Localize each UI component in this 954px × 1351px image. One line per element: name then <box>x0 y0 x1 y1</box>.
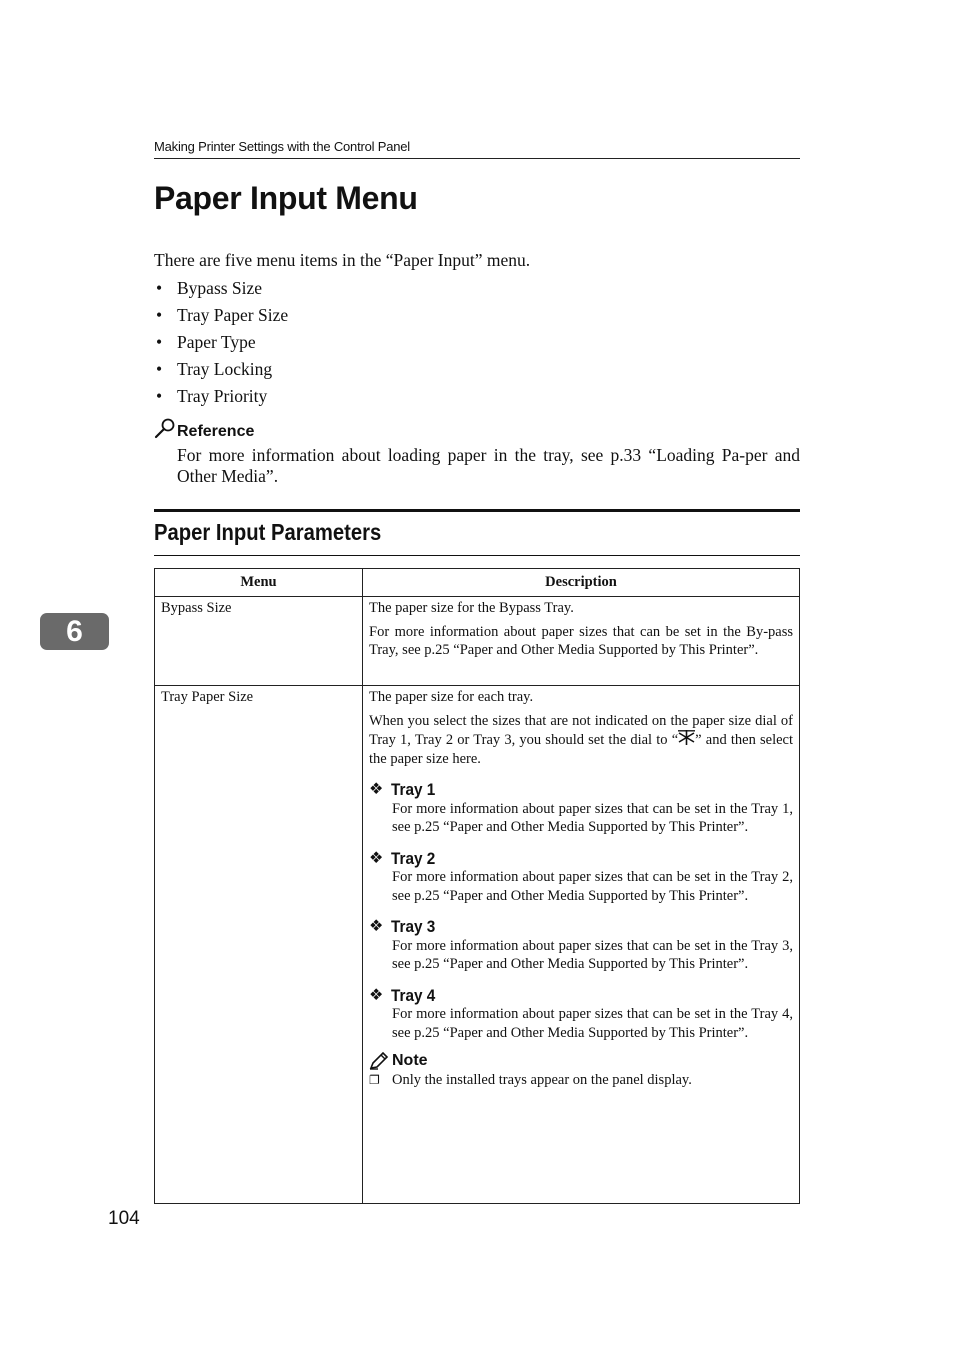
section-rule-bottom <box>154 555 800 556</box>
list-item: • Tray Paper Size <box>156 305 289 325</box>
intro-text: There are five menu items in the “Paper Input” menu. <box>154 250 531 270</box>
parameters-table <box>154 568 800 1204</box>
description-paragraph: For more information about paper sizes that can be set in the By-pass Tray, see p.25 “Paper and Other Media Supported by This Printer”. <box>369 623 793 658</box>
reference-body: For more information about loading paper in the tray, see p.33 “Loading Pa-per and Other Media”. <box>177 445 800 486</box>
note-heading: Note <box>369 1052 793 1071</box>
diamond-bullet-icon: ❖ <box>369 849 384 867</box>
tray-heading: ❖ Tray 3 <box>369 917 436 936</box>
tray-description: For more information about paper sizes that can be set in the Tray 3, see p.25 “Paper and Other Media Supported by This Printer”. <box>392 937 793 972</box>
column-header-menu: Menu <box>155 569 363 597</box>
menu-items-list <box>156 277 288 412</box>
page-title: Paper Input Menu <box>154 180 418 216</box>
description-paragraph: When you select the sizes that are not indicated on the paper size dial of Tray 1, Tray 2 or Tray 3, you should set the dial to “ ” and then select the paper size here. <box>369 712 794 767</box>
diamond-bullet-icon: ❖ <box>369 986 384 1004</box>
section-rule-top <box>154 509 800 512</box>
tray-heading: ❖ Tray 2 <box>369 848 436 868</box>
diamond-bullet-icon: ❖ <box>369 781 384 798</box>
description-cell <box>363 597 800 686</box>
tray-heading: ❖ Tray 4 <box>369 985 436 1005</box>
tray-description: For more information about paper sizes that can be set in the Tray 1, see p.25 “Paper and Other Media Supported by This Printer”. <box>392 800 793 835</box>
table-header-row <box>155 569 800 597</box>
list-item: • Tray Priority <box>156 386 268 406</box>
tray-description: For more information about paper sizes that can be set in the Tray 2, see p.25 “Paper and Other Media Supported by This Printer”. <box>392 869 793 904</box>
tray-description: For more information about paper sizes that can be set in the Tray 4, see p.25 “Paper and Other Media Supported by This Printer”. <box>392 1006 793 1041</box>
asterisk-dial-symbol <box>678 730 695 745</box>
magnifier-icon <box>154 417 176 439</box>
description-paragraph: The paper size for each tray. <box>369 689 534 705</box>
table-row <box>155 686 800 1204</box>
chapter-tab: 6 <box>40 613 109 650</box>
checkbox-bullet-icon: ❐ <box>369 1072 380 1087</box>
menu-cell: Tray Paper Size <box>155 686 363 1204</box>
tray-heading: ❖ Tray 1 <box>369 780 436 799</box>
menu-cell: Bypass Size <box>155 597 363 686</box>
column-header-description: Description <box>363 569 800 597</box>
page-number: 104 <box>108 1208 140 1229</box>
header-rule <box>154 158 800 159</box>
description-cell <box>363 686 800 1204</box>
list-item: • Bypass Size <box>156 278 263 298</box>
note-item: ❐ Only the installed trays appear on the panel display. <box>369 1071 692 1088</box>
list-item: • Tray Locking <box>156 359 273 379</box>
section-title: Paper Input Parameters <box>154 519 382 545</box>
pencil-note-icon <box>369 1052 389 1070</box>
list-item: • Paper Type <box>156 332 256 352</box>
running-header: Making Printer Settings with the Control Panel <box>154 139 410 154</box>
reference-heading: Reference <box>177 423 255 440</box>
diamond-bullet-icon: ❖ <box>369 918 384 935</box>
description-paragraph: The paper size for the Bypass Tray. <box>369 600 574 616</box>
table-row <box>155 597 800 686</box>
